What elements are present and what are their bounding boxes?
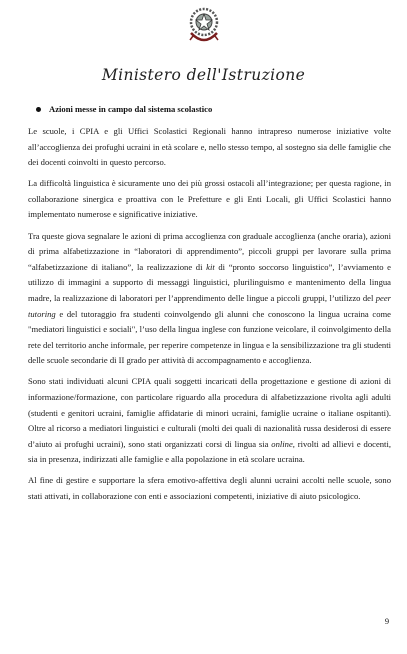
online-term: online	[271, 438, 293, 449]
section-heading-text: Azioni messe in campo dal sistema scolastico	[49, 104, 213, 114]
peer-tutoring-term: peer tutoring	[28, 292, 391, 319]
document-body	[28, 104, 391, 510]
paragraph-5: Al fine di gestire e supportare la sfera emotivo-affettiva degli alunni ucraini accolti nelle scuole, sono stati attivati, in collaborazione con enti e associazioni competenti, iniziative di aiuto psicologico.	[28, 475, 391, 502]
paragraph-3	[28, 229, 391, 369]
ministry-title: Ministero dell'Istruzione	[101, 66, 306, 84]
paragraph-1: Le scuole, i CPIA e gli Uffici Scolastici Regionali hanno intrapreso numerose iniziative volte all’accoglienza dei profughi ucraini in età scolare e, nello stesso tempo, al sostegno sia delle famiglie che dei docenti coinvolti in questo percorso.	[28, 126, 391, 168]
paragraph-4-text-b: , rivolti ad allievi e docenti, sia in presenza, indirizzati alle famiglie e alla popolazione in età scolare ucraina.	[28, 438, 391, 465]
page-number: 9	[384, 617, 389, 626]
paragraph-4-text-a: Sono stati individuati alcuni CPIA quali soggetti incaricati della progettazione e gestione di azioni di informazione/formazione, con particolare riguardo alla procedura di alfabetizzazione rivolta agli adulti (studenti e genitori ucraini, famiglie affidatarie di minori ucraini, famiglie ucraine o italiane ospitanti). Oltre al ricorso a mediatori linguistici e culturali (molti dei quali di nazionalità russa desiderosi di essere d’aiuto ai profughi ucraini), sono stati organizzati corsi di lingua sia	[28, 376, 391, 449]
paragraph-3-text-a: Tra queste giova segnalare le azioni di prima accoglienza con graduale accoglienza (anche oraria), azioni di prima alfabetizzazione in “laboratori di apprendimento”, piccoli gruppi per lavorare sulla prima “alfabetizzazione di italiano”, la realizzazione di	[28, 230, 391, 272]
paragraph-3-text-b: di “pronto soccorso linguistico”, l’avviamento e utilizzo di immagini a supporto di messaggi linguistici, plurilinguismo e mantenimento della lingua madre, la realizzazione di laboratori per l’apprendimento delle lingue a piccoli gruppi, l’utilizzo del	[28, 261, 391, 303]
italian-republic-emblem	[185, 3, 223, 47]
paragraph-2: La difficoltà linguistica è sicuramente uno dei più grossi ostacoli all’integrazione; per questa ragione, in collaborazione sinergica e proattiva con le Prefetture e gli Enti Locali, gli Uffici Scolastici hanno implementato numerose e significative iniziative.	[28, 178, 391, 220]
paragraph-3-text-c: e del tutoraggio fra studenti coinvolgendo gli alunni che conoscono la lingua ucraina come "mediatori linguistici e sociali", l’uso della lingua inglese con funzione veicolare, il coinvolgimento della rete del territorio anche informale, per reperire competenze in lingua e la sensibilizzazione tra gli studenti delle scuole secondarie di II grado per attività di accompagnamento e accoglienza.	[28, 308, 391, 366]
bullet-icon	[36, 107, 41, 112]
kit-term: kit	[206, 261, 215, 272]
paragraph-4	[28, 374, 391, 468]
section-heading	[28, 104, 391, 114]
